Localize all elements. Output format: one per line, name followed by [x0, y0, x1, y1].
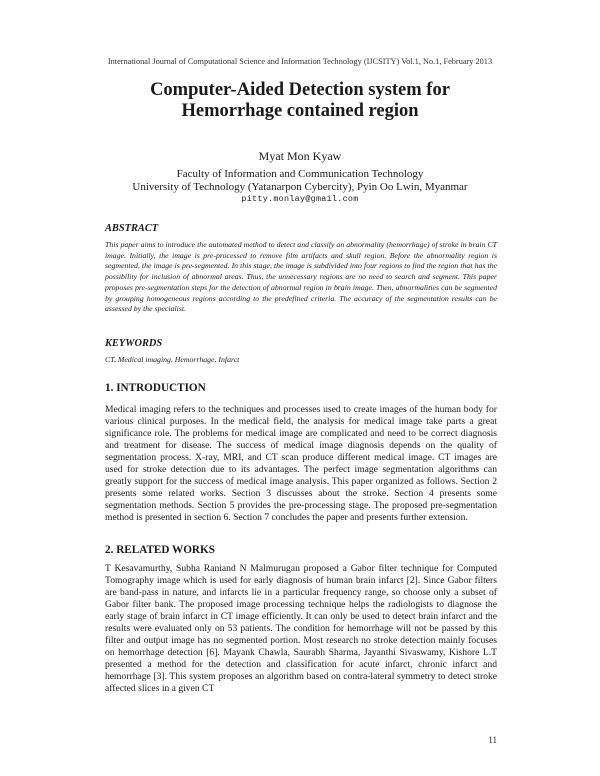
introduction-text: Medical imaging refers to the techniques and processes used to create images of the human body for various clinical purposes. In the medical field, the analysis for medical image take parts a great significance role. The problems for medical image are complicated and need to be correct diagnosis and treatment for disease. The success of medical image diagnosis depends on the quality of segmentation process. X-ray, MRI, and CT scan produce different medical image. CT images are used for stroke detection due to its advantages. The perfect image segmentation algorithms can greatly support for the success of medical image analysis. This paper organized as follows. Section 2 presents some related works. Section 3 discusses about the stroke. Section 4 presents some segmentation methods. Section 5 provides the pre-processing stage. The proposed pre-segmentation method is presented in section 6. Section 7 concludes the paper and presents further extension.	[105, 404, 497, 524]
author-affiliation	[0, 168, 600, 194]
introduction-heading: 1. INTRODUCTION	[105, 382, 206, 394]
affiliation-line-2: University of Technology (Yatanarpon Cybercity), Pyin Oo Lwin, Myanmar	[132, 181, 468, 193]
author-email: pitty.monlay@gmail.com	[241, 194, 359, 204]
title-line-1: Computer-Aided Detection system for	[150, 80, 450, 100]
affiliation-line-1: Faculty of Information and Communication Technology	[176, 168, 424, 180]
keywords-heading: KEYWORDS	[105, 338, 163, 349]
related-works-heading: 2. RELATED WORKS	[105, 544, 215, 556]
journal-header: International Journal of Computational Science and Information Technology (IJCSITY) Vol.1, No.1, February 2013	[107, 57, 493, 66]
related-works-text: T Kesavamurthy, Subha Raniand N Malmurugan proposed a Gabor filter technique for Computed Tomography image which is used for early diagnosis of human brain infarct [2]. Since Gabor filters are band-pass in nature, and infarcts lie in a particular frequency range, so choose only a subset of Gabor filter bank. The proposed image processing technique helps the radiologists to diagnose the early stage of brain infarct in CT image efficiently. It can only be used to detect brain infarct and the results were evaluated only on 53 patients. The condition for hemorrhage will not be passed by this filter and output image has no segmented portion. Most research no stroke detection mainly focuses on hemorrhage detection [6]. Mayank Chawla, Saurabh Sharma, Jayanthi Sivaswamy, Kishore L.T presented a method for the detection and classification for acute infarct, chronic infarct and hemorrhage [3]. This system proposes an algorithm based on contra-lateral symmetry to detect stroke affected slices in a given CT	[105, 563, 497, 695]
abstract-heading: ABSTRACT	[105, 223, 159, 234]
author-name: Myat Mon Kyaw	[258, 149, 342, 163]
paper-title	[60, 80, 540, 122]
title-line-2: Hemorrhage contained region	[181, 101, 419, 121]
abstract-text: This paper aims to introduce the automated method to detect and classify an abnormality (hemorrhage) of stroke in brain CT image. Initially, the image is pre-processed to remove film artifacts and skull region. Before the abnormality region is segmented, the image is pre-segmented. In this stage, the image is subdivided into four regions to find the region that has the possibility for inclusion of abnormal areas. Thus, the unnecessary regions are no need to search and segment. This paper proposes pre-segmentation steps for the detection of abnormal region in brain image. Then, abnormalities can be segmented by grouping homogeneous regions according to the predefined criteria. The accuracy of the segmentation results can be assessed by the specialist.	[105, 240, 497, 314]
keywords-text: CT, Medical imaging, Hemorrhage, Infarct	[105, 355, 240, 364]
page-number: 11	[488, 735, 497, 745]
